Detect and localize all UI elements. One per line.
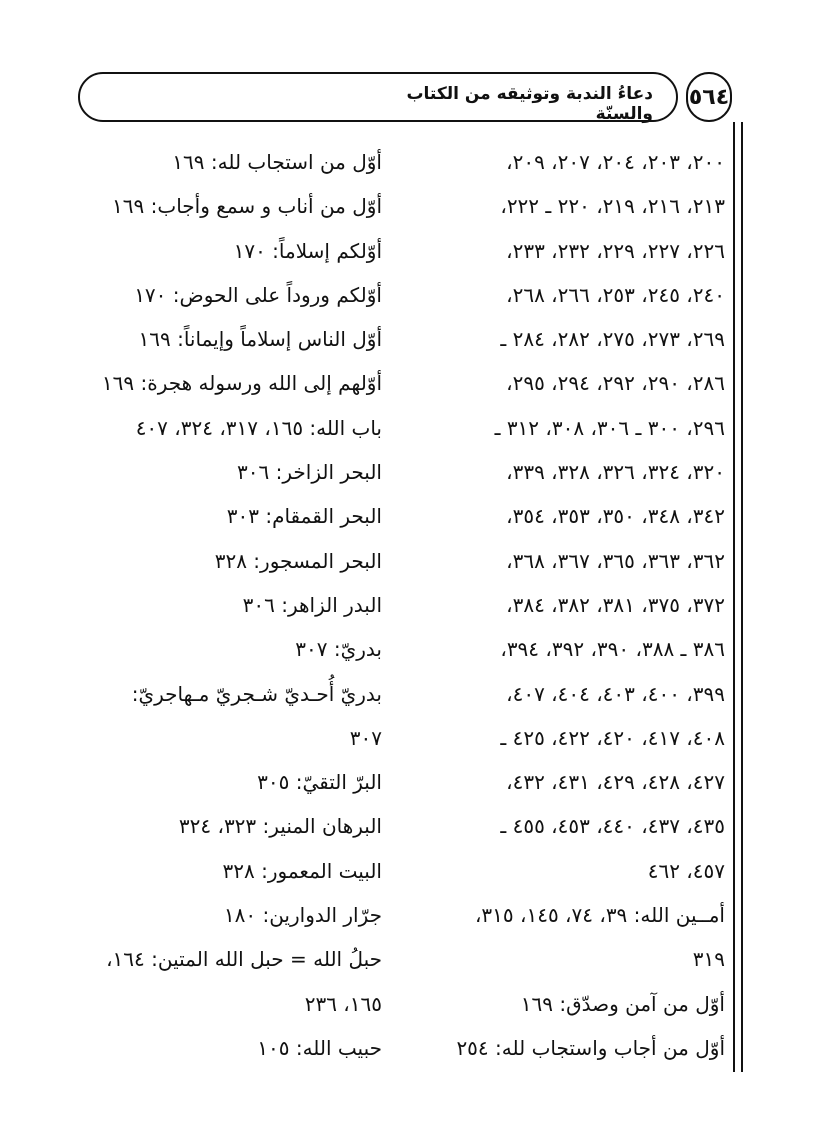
index-entry: البدر الزاهر: ٣٠٦ [242, 592, 382, 617]
index-entry: أوّل من أناب و سمع وأجاب: ١٦٩ [112, 194, 382, 219]
index-column-right [405, 140, 725, 1070]
index-entry: البرهان المنير: ٣٢٣، ٣٢٤ [178, 814, 382, 839]
index-entry: أوّل من استجاب لله: ١٦٩ [172, 150, 382, 174]
index-entry: حبيب الله: ١٠٥ [257, 1035, 382, 1060]
page-header [78, 72, 733, 124]
index-line: ٣٨٦ ـ ٣٨٨، ٣٩٠، ٣٩٢، ٣٩٤، [500, 637, 725, 662]
margin-rule-outer [741, 122, 743, 1072]
index-line: ٣١٩ [692, 947, 725, 972]
index-entry: جرّار الدوارين: ١٨٠ [223, 903, 382, 928]
index-entry: البرّ التقيّ: ٣٠٥ [257, 770, 382, 795]
index-entry: أمــين الله: ٣٩، ٧٤، ١٤٥، ٣١٥، [474, 903, 725, 928]
index-entry: بدريّ: ٣٠٧ [295, 637, 382, 662]
index-line: ٢١٣، ٢١٦، ٢١٩، ٢٢٠ ـ ٢٢٢، [500, 194, 725, 219]
index-line: ٤٢٧، ٤٢٨، ٤٢٩، ٤٣١، ٤٣٢، [506, 770, 725, 795]
index-entry: البيت المعمور: ٣٢٨ [222, 858, 382, 883]
index-line: ٣٢٠، ٣٢٤، ٣٢٦، ٣٢٨، ٣٣٩، [506, 460, 725, 485]
index-entry: البحر القمقام: ٣٠٣ [226, 504, 382, 529]
index-entry: البحر الزاخر: ٣٠٦ [237, 460, 382, 485]
index-column-left [72, 140, 382, 1070]
index-line: ٣٩٩، ٤٠٠، ٤٠٣، ٤٠٤، ٤٠٧، [506, 681, 725, 706]
index-line: ٢٤٠، ٢٤٥، ٢٥٣، ٢٦٦، ٢٦٨، [506, 282, 725, 307]
index-line: ١٦٥، ٢٣٦ [304, 991, 382, 1016]
index-entry: أوّلكم إسلاماً: ١٧٠ [233, 238, 382, 263]
index-entry: أوّل من آمن وصدّق: ١٦٩ [520, 991, 725, 1016]
index-line: ٣٧٢، ٣٧٥، ٣٨١، ٣٨٢، ٣٨٤، [506, 592, 725, 617]
index-entry: حبلُ الله = حبل الله المتين: ١٦٤، [106, 947, 382, 972]
index-line: ٢٩٦، ٣٠٠ ـ ٣٠٦، ٣٠٨، ٣١٢ ـ [494, 415, 725, 440]
index-line: ٤٣٥، ٤٣٧، ٤٤٠، ٤٥٣، ٤٥٥ ـ [500, 814, 725, 839]
index-entry: باب الله: ١٦٥، ٣١٧، ٣٢٤، ٤٠٧ [135, 415, 382, 440]
index-line: ٢٢٦، ٢٢٧، ٢٢٩، ٢٣٢، ٢٣٣، [506, 238, 725, 263]
index-line: ٢٦٩، ٢٧٣، ٢٧٥، ٢٨٢، ٢٨٤ ـ [500, 327, 725, 352]
index-entry: أوّلهم إلى الله ورسوله هجرة: ١٦٩ [101, 371, 382, 396]
index-entry: أوّل الناس إسلاماً وإيماناً: ١٦٩ [138, 327, 382, 352]
margin-rule-inner [733, 122, 735, 1072]
index-line: ٣٤٢، ٣٤٨، ٣٥٠، ٣٥٣، ٣٥٤، [506, 504, 725, 529]
index-line: ٤٠٨، ٤١٧، ٤٢٠، ٤٢٢، ٤٢٥ ـ [500, 725, 725, 750]
index-entry: أوّل من أجاب واستجاب لله: ٢٥٤ [456, 1035, 725, 1060]
index-line: ٤٥٧، ٤٦٢ [647, 858, 725, 883]
index-line: ٣٠٧ [349, 725, 382, 750]
index-line: ٣٦٢، ٣٦٣، ٣٦٥، ٣٦٧، ٣٦٨، [506, 548, 725, 573]
index-line: ٢٨٦، ٢٩٠، ٢٩٢، ٢٩٤، ٢٩٥، [506, 371, 725, 396]
index-entry: البحر المسجور: ٣٢٨ [214, 548, 382, 573]
page-number: ٥٦٤ [686, 72, 732, 122]
index-entry: أوّلكم وروداً على الحوض: ١٧٠ [134, 282, 382, 307]
index-entry: بدريّ أُحـديّ شـجريّ مـهاجريّ: [131, 681, 382, 706]
index-line: ٢٠٠، ٢٠٣، ٢٠٤، ٢٠٧، ٢٠٩، [506, 150, 725, 174]
running-head: دعاءُ الندبة وتوثيقه من الكتاب والسنّة [406, 84, 653, 124]
